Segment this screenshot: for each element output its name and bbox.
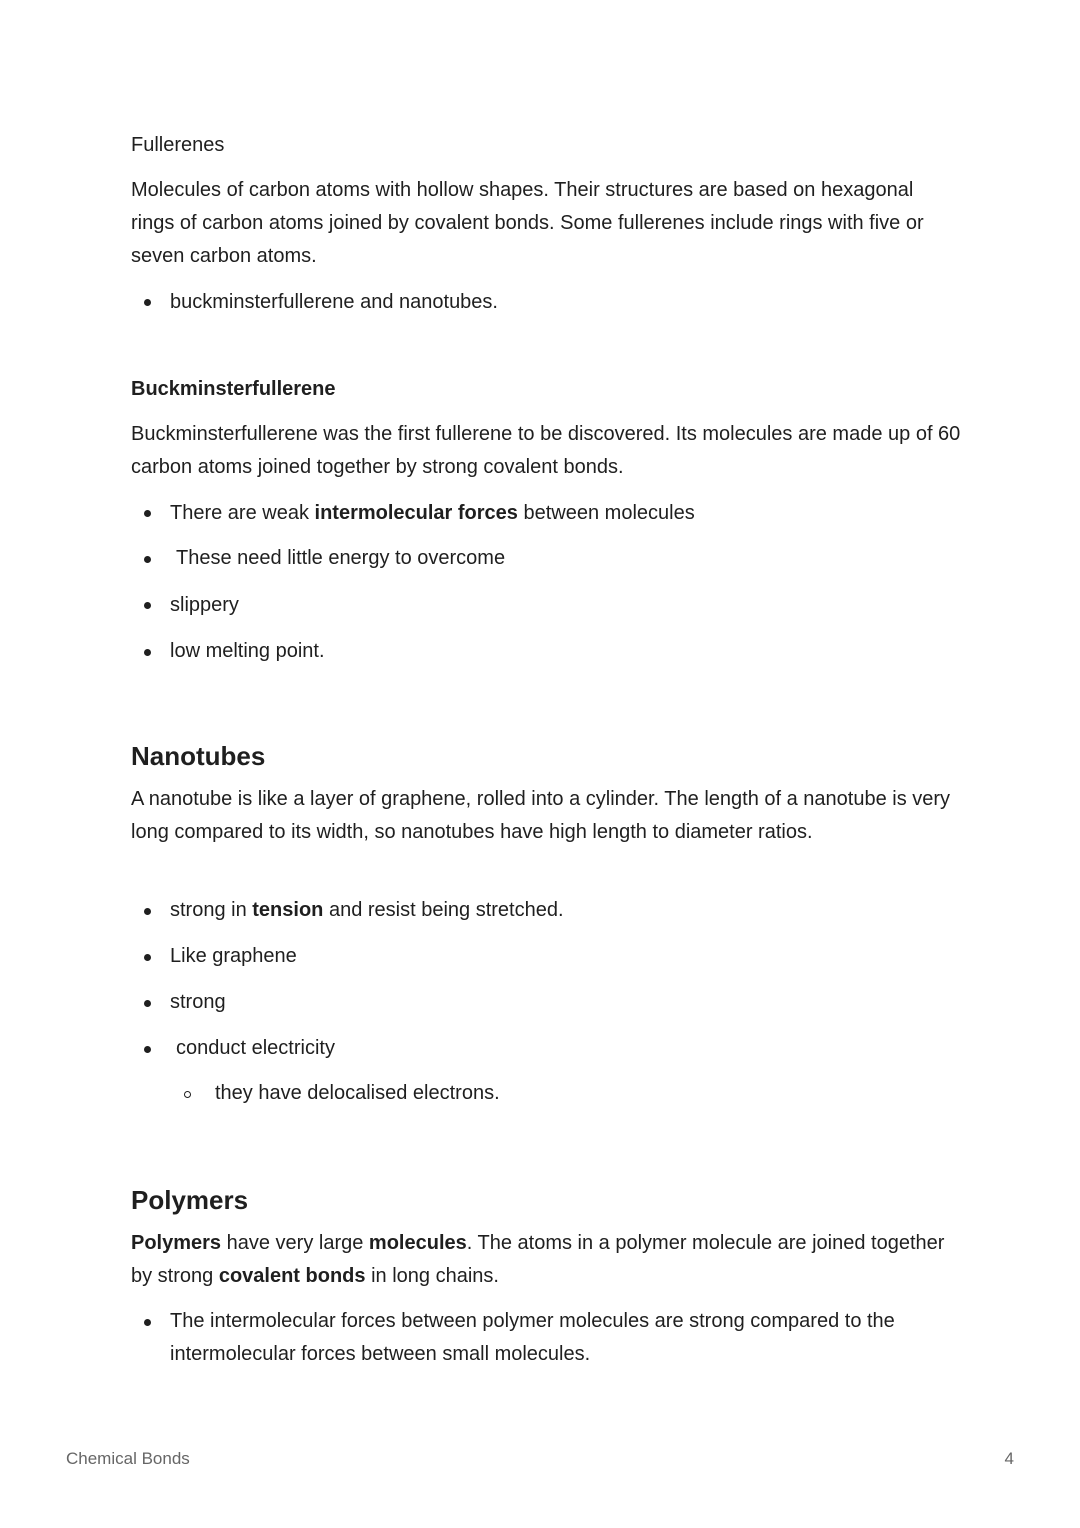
buckminsterfullerene-heading: Buckminsterfullerene <box>131 378 336 400</box>
bullet-icon <box>144 649 151 656</box>
fullerenes-heading: Fullerenes <box>131 134 225 156</box>
page-number: 4 <box>1004 1449 1014 1468</box>
nanotubes-bullet-3: strong <box>170 991 226 1013</box>
nanotubes-bullet-1: strong in tension and resist being stretched. <box>170 899 564 921</box>
bullet-icon <box>144 299 151 306</box>
fullerenes-paragraph: Molecules of carbon atoms with hollow shapes. Their structures are based on hexagonal rings of carbon atoms joined by covalent bonds. Some fullerenes include rings with five or seven carbon atoms. <box>131 179 924 267</box>
bullet-icon <box>144 510 151 517</box>
bullet-icon <box>144 1000 151 1007</box>
nanotubes-bullet-2: Like graphene <box>170 945 297 967</box>
polymers-bullet-1: The intermolecular forces between polymer molecules are strong compared to the intermolecular forces between small molecules. <box>170 1310 895 1365</box>
bullet-icon <box>144 1046 151 1053</box>
bullet-icon <box>144 908 151 915</box>
buckminsterfullerene-bullet-3: slippery <box>170 594 239 616</box>
nanotubes-heading: Nanotubes <box>131 741 266 771</box>
polymers-heading: Polymers <box>131 1185 249 1215</box>
buckminsterfullerene-bullet-1: There are weak intermolecular forces between molecules <box>170 502 695 524</box>
bullet-icon <box>144 602 151 609</box>
buckminsterfullerene-bullet-4: low melting point. <box>170 640 325 662</box>
bullet-icon <box>144 556 151 563</box>
polymers-paragraph: Polymers have very large molecules. The atoms in a polymer molecule are joined together by strong covalent bonds in long chains. <box>131 1232 945 1287</box>
buckminsterfullerene-paragraph: Buckminsterfullerene was the first fullerene to be discovered. Its molecules are made up of 60 carbon atoms joined together by strong covalent bonds. <box>131 423 961 478</box>
footer-title: Chemical Bonds <box>66 1449 190 1468</box>
nanotubes-sub-bullet-1: they have delocalised electrons. <box>215 1082 500 1104</box>
buckminsterfullerene-bullet-2: These need little energy to overcome <box>176 547 506 569</box>
bullet-icon <box>144 1319 151 1326</box>
sub-bullet-icon <box>184 1091 191 1098</box>
nanotubes-paragraph: A nanotube is like a layer of graphene, rolled into a cylinder. The length of a nanotube is very long compared to its width, so nanotubes have high length to diameter ratios. <box>131 788 951 843</box>
bullet-icon <box>144 954 151 961</box>
fullerenes-bullet-1: buckminsterfullerene and nanotubes. <box>170 291 498 313</box>
nanotubes-bullet-4: conduct electricity <box>176 1037 335 1059</box>
